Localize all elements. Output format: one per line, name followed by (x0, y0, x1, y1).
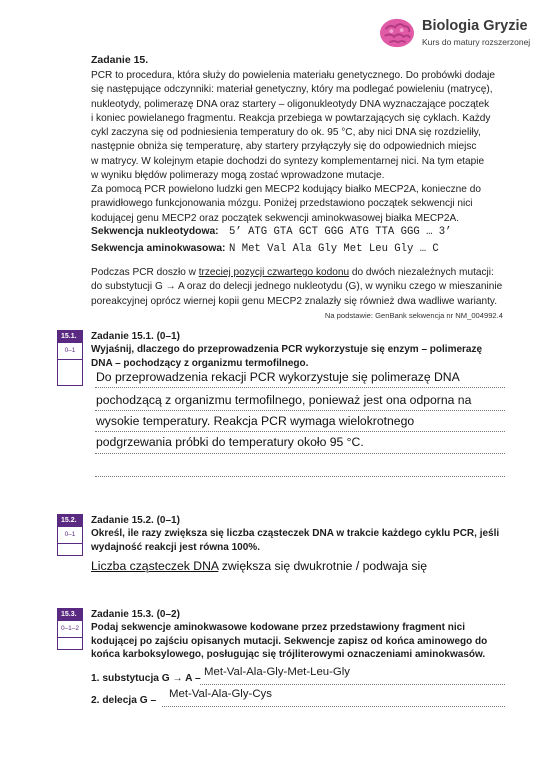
mutation-text: Podczas PCR doszło w (91, 267, 199, 278)
answer-underlined-text: Liczba cząsteczek DNA (91, 559, 219, 573)
question-line: kodującej po zajściu opisanych mutacji. Sekwencje zapisz od końca aminowego do (91, 635, 488, 647)
answer-dotted-line (95, 431, 505, 432)
question-line: Określ, ile razy zwiększa się liczba cząsteczek DNA w trakcie każdego cyklu PCR, jeśli (91, 528, 500, 540)
deletion-answer: Met-Val-Ala-Gly-Cys (169, 688, 272, 700)
answer-line: wysokie temperatury. Reakcja PCR wymaga wielokrotnego (96, 414, 415, 428)
mutation-line: do substytucji G → A oraz do delecji jednego nukleotydu (G), w wyniku czego w mieszaninie (91, 281, 503, 293)
mutation-paragraph (91, 266, 503, 309)
brand-subtitle: Kurs do matury rozszerzonej (422, 37, 531, 47)
task-score: 0–1–2 (58, 621, 82, 638)
nucleotide-sequence-value: 5’ ATG GTA GCT GGG ATG TTA GGG … 3’ (229, 226, 452, 238)
gene-line: Za pomocą PCR powielono ludzki gen MECP2 kodujący białko MECP2A, konieczne do (91, 184, 481, 195)
task-title: Zadanie 15.2. (0–1) (91, 515, 180, 526)
nucleotide-sequence-row (91, 226, 452, 238)
aminoacid-sequence-row (91, 243, 439, 255)
answer-dotted-line (95, 453, 505, 454)
deletion-label: 2. delecja G – (91, 695, 157, 706)
gene-paragraph (91, 183, 503, 226)
intro-line: się następujące odczynniki: materiał genetyczny, który ma podlegać powieleniu (matrycę), (91, 84, 493, 96)
intro-line: cykl zaczyna się od podniesienia temperatury do ok. 95 °C, aby nici DNA się rozdzieliły, (91, 127, 481, 139)
aminoacid-sequence-value: N Met Val Ala Gly Met Leu Gly … C (229, 243, 439, 255)
answer-dotted-line (95, 387, 505, 388)
intro-line: następnie obniża się temperaturę, aby startery przyłączyły się do odpowiednich miejsc (91, 141, 477, 153)
answer-dotted-line (95, 476, 505, 477)
task-15-2-box (57, 514, 83, 556)
task-15-2-answer (91, 559, 501, 573)
question-line: wydajność reakcji jest równa 100%. (91, 541, 260, 553)
task-15-1-question (91, 330, 503, 370)
answer-line: Do przeprowadzenia rekacji PCR wykorzystuje się polimerazę DNA (96, 370, 460, 384)
intro-line: PCR to procedura, która służy do powielenia materiału genetycznego. Do probówki dodaje (91, 70, 495, 81)
brain-icon (378, 16, 416, 50)
task-15-3-question (91, 608, 503, 662)
question-line: Podaj sekwencje aminokwasowe kodowane przez przedstawiony fragment nici (91, 622, 465, 634)
task-score: 0–1 (58, 527, 82, 544)
task-score: 0–1 (58, 343, 82, 360)
aminoacid-sequence-label: Sekwencja aminokwasowa: (91, 243, 226, 254)
task-15-1-box (57, 330, 83, 386)
intro-paragraph (91, 69, 503, 183)
gene-line: prawidłowego funkcjonowania mózgu. Poniżej przedstawiono początek sekwencji nici (91, 198, 473, 210)
intro-line: i koniec powielanego fragmentu. Reakcja przebiega w powtarzających się cyklach. Każdy (91, 112, 491, 124)
question-line: DNA – pochodzący z organizmu termofilnego. (91, 357, 309, 369)
task-title: Zadanie 15.3. (0–2) (91, 609, 180, 620)
intro-line: w wyniku błędów polimerazy mogą zostać wprowadzone mutacje. (91, 170, 385, 182)
brand-header (378, 14, 548, 54)
question-line: końca karboksylowego, posługując się trójliterowymi oznaczeniami aminokwasów. (91, 649, 486, 661)
gene-line: kodującej genu MECP2 oraz początek sekwencji aminokwasowej białka MECP2A. (91, 212, 460, 224)
mutation-text: do dwóch niezależnych mutacji: (349, 267, 494, 278)
mutation-underlined-text: trzeciej pozycji czwartego kodonu (198, 267, 350, 278)
source-note: Na podstawie: GenBank sekwencja nr NM_004992.4 (324, 311, 503, 320)
answer-dotted-line (162, 706, 505, 707)
answer-text: zwiększa się dwukrotnie / podwaja się (218, 559, 427, 573)
mutation-line (91, 266, 503, 280)
answer-dotted-line (95, 410, 505, 411)
answer-line: pochodzącą z organizmu termofilnego, ponieważ jest ona odporna na (96, 393, 472, 407)
task-number: 15.3. (58, 609, 82, 621)
task-15-2-question (91, 514, 503, 554)
answer-line: podgrzewania próbki do temperatury około 95 °C. (96, 435, 364, 449)
nucleotide-sequence-label: Sekwencja nukleotydowa: (91, 226, 219, 237)
substitution-label: 1. substytucja G → A – (91, 673, 201, 684)
task-number: 15.2. (58, 515, 82, 527)
question-line: Wyjaśnij, dlaczego do przeprowadzenia PCR wykorzystuje się enzym – polimerazę (91, 344, 483, 356)
task-number: 15.1. (58, 331, 82, 343)
task-15-3-box (57, 608, 83, 650)
mutation-line: poreakcyjnej oprócz wiernej kopii genu MECP2 znalazły się również dwa wadliwe warianty. (91, 295, 497, 307)
answer-dotted-line (200, 684, 505, 685)
intro-line: nukleotydy, polimerazę DNA oraz startery – oligonukleotydy DNA wyznaczające początek (91, 98, 490, 110)
intro-line: w matrycy. W kolejnym etapie dochodzi do syntezy komplementarnej nici. Na tym etapie (91, 155, 485, 167)
task-heading: Zadanie 15. (91, 54, 149, 66)
brand-title: Biologia Gryzie (422, 18, 528, 34)
task-title: Zadanie 15.1. (0–1) (91, 331, 180, 342)
substitution-answer: Met-Val-Ala-Gly-Met-Leu-Gly (204, 666, 350, 678)
